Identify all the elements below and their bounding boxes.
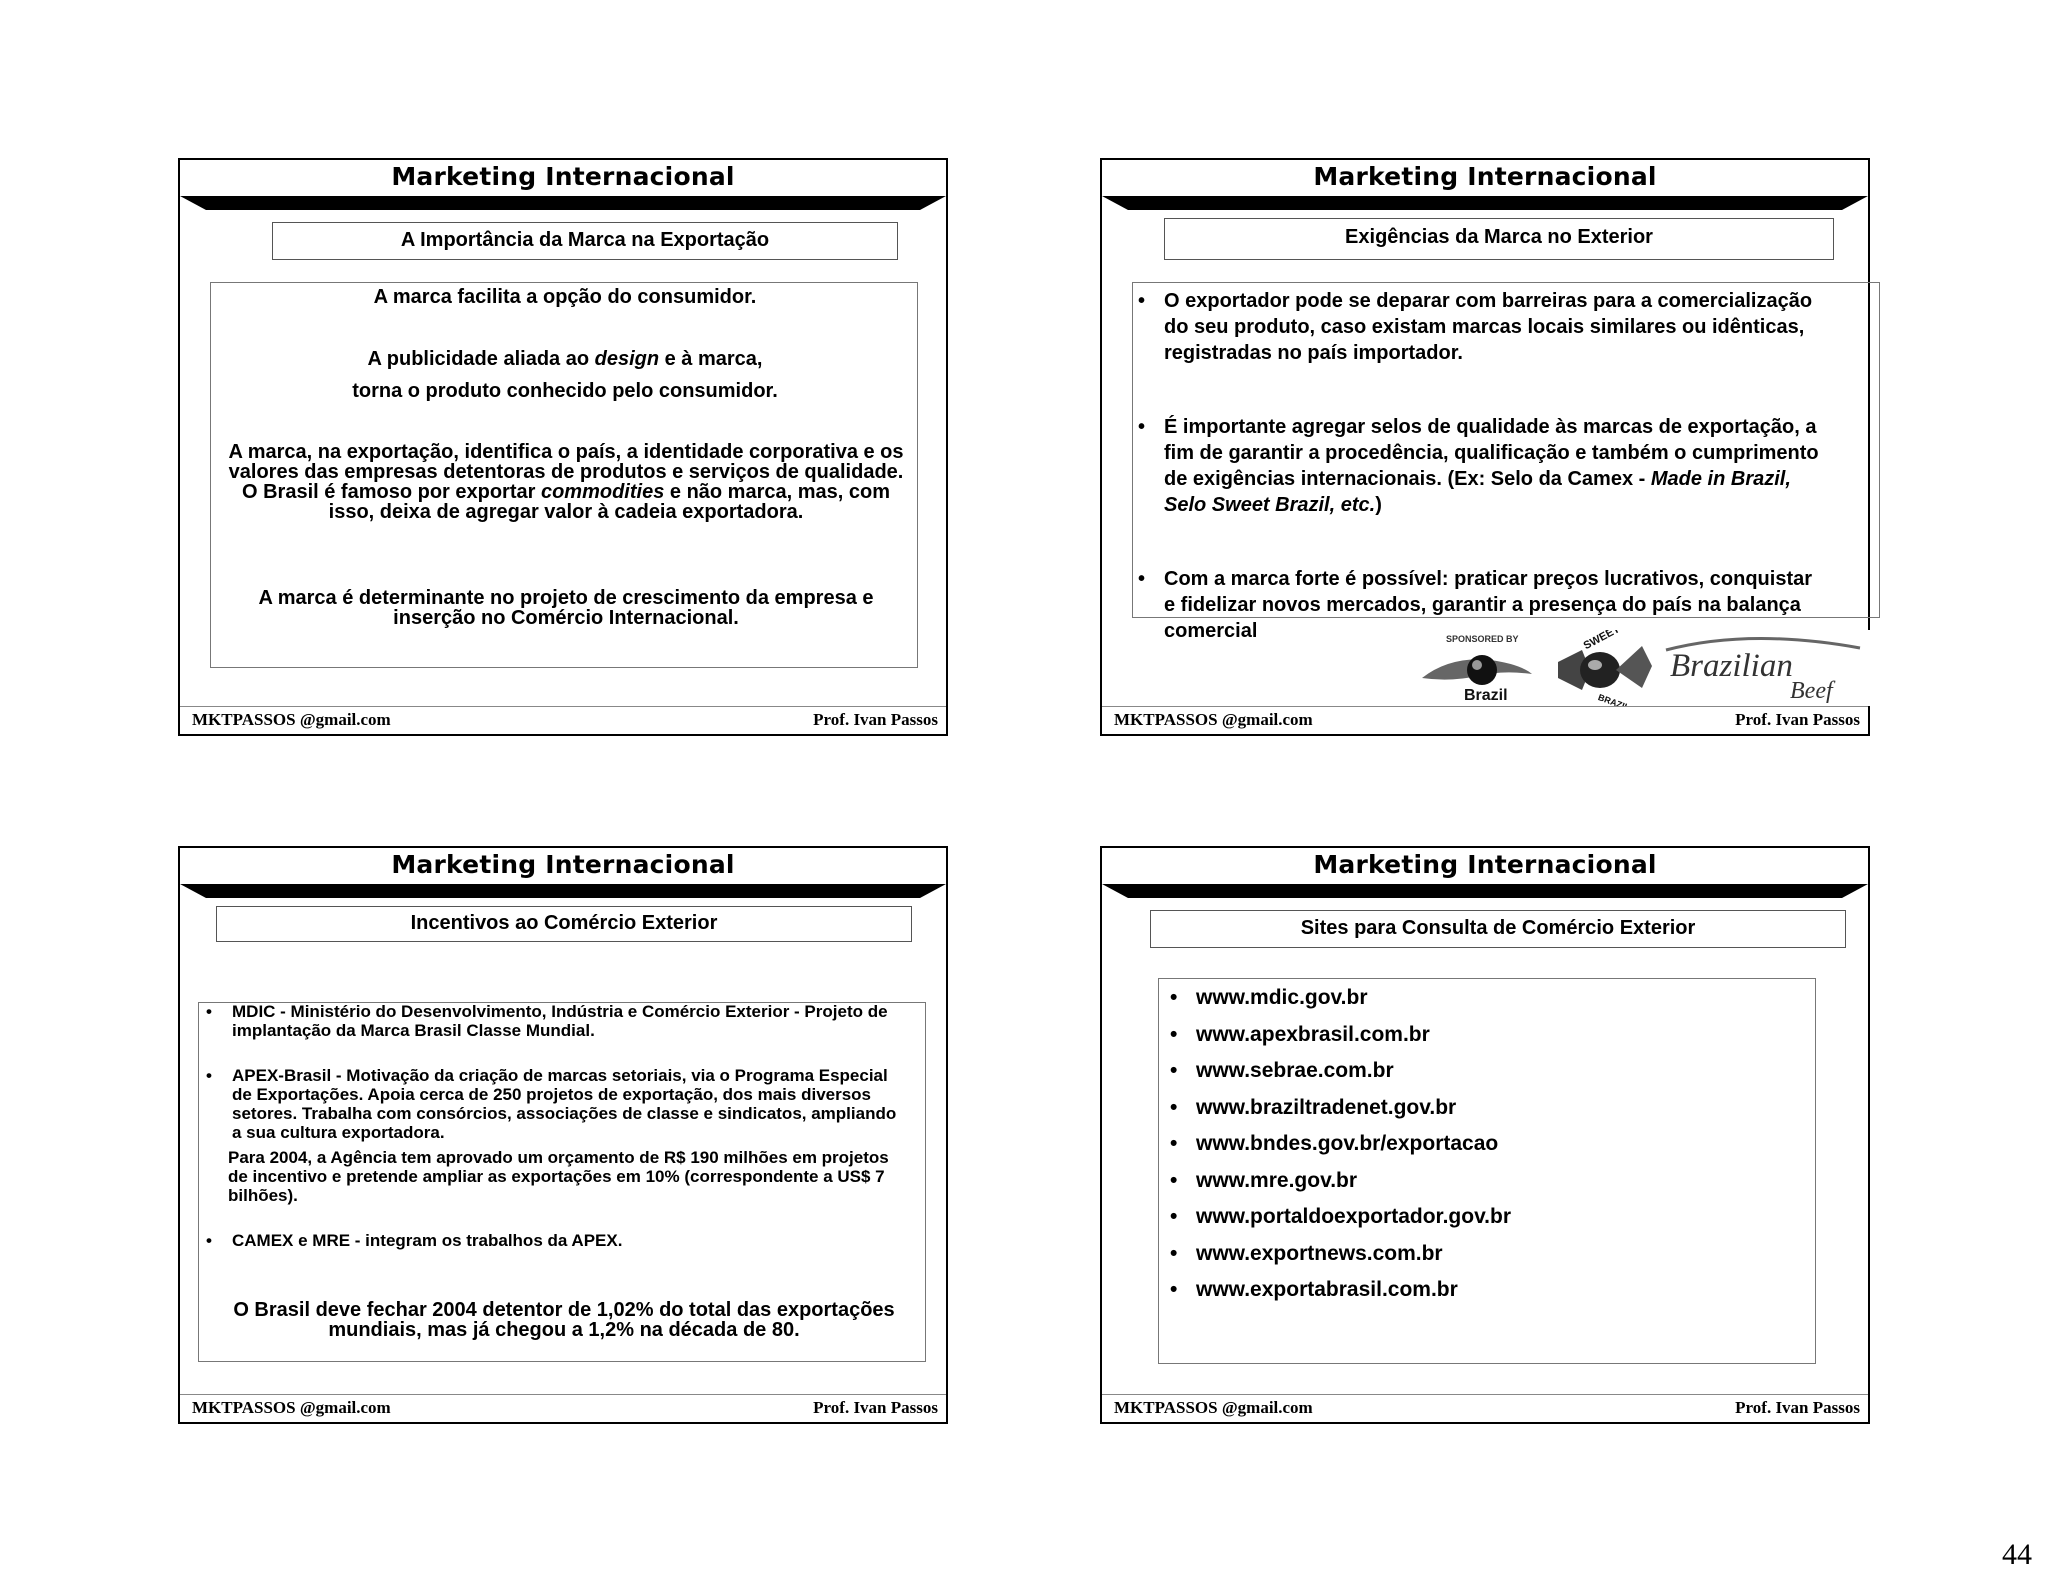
list-item: • Com a marca forte é possível: praticar preços lucrativos, conquistar e fidelizar novos mercados, garantir a presença do país na balança comercial <box>1134 566 1824 644</box>
slide-sites-consulta <box>1100 846 1870 1424</box>
closing-statement: O Brasil deve fechar 2004 detentor de 1,02% do total das exportações mundiais, mas já chegou a 1,2% na década de 80. <box>233 1299 895 1341</box>
list-item: • APEX-Brasil - Motivação da criação de marcas setoriais, via o Programa Especial de Exportações. Apoia cerca de 250 projetos de exportação, dos mais diversos setores. Trabalha com consórcios, associações de classe e sindicatos, ampliando a sua cultura exportadora. Para 2004, a Agência tem aprovado um orçamento de R$ 190 milhões em projetos de incentivo e pretende ampliar as exportações em 10% (correspondente a US$ 7 bilhões). <box>202 1066 902 1205</box>
title-banner-bar <box>1102 196 1868 210</box>
site-link[interactable]: • www.exportnews.com.br <box>1166 1236 1786 1273</box>
footer-author: Prof. Ivan Passos <box>813 710 938 729</box>
site-link[interactable]: • www.portaldoexportador.gov.br <box>1166 1199 1786 1236</box>
slide-title: Marketing Internacional <box>391 162 735 191</box>
site-link[interactable]: • www.mdic.gov.br <box>1166 980 1786 1017</box>
sweet-brazil-logo-text: BRAZIL <box>1596 692 1632 706</box>
site-link[interactable]: • www.apexbrasil.com.br <box>1166 1017 1786 1054</box>
page-number: 44 <box>2002 1538 2032 1571</box>
slide-subtitle: Exigências da Marca no Exterior <box>1164 218 1834 260</box>
brazilian-beef-logo-text: Brazilian <box>1670 648 1793 684</box>
footer-email: MKTPASSOS @gmail.com <box>1114 710 1313 729</box>
slide-incentivos-comercio <box>178 846 948 1424</box>
site-link[interactable]: • www.exportabrasil.com.br <box>1166 1272 1786 1309</box>
slide-title: Marketing Internacional <box>1313 162 1657 191</box>
paragraph-brand-identity: A marca, na exportação, identifica o país, a identidade corporativa e os valores das empresas detentoras de produtos e serviços de qualidade. O Brasil é famoso por exportar commodities e não marca, mas, com isso, deixa de agregar valor à cadeia exportadora. <box>228 441 904 523</box>
title-banner-bar <box>180 884 946 898</box>
footer-author: Prof. Ivan Passos <box>1735 710 1860 729</box>
seal-logos <box>1420 630 1870 706</box>
title-banner-bar <box>1102 884 1868 898</box>
footer-author: Prof. Ivan Passos <box>813 1398 938 1417</box>
list-item: • CAMEX e MRE - integram os trabalhos da APEX. <box>202 1231 902 1250</box>
footer-author: Prof. Ivan Passos <box>1735 1398 1860 1417</box>
incentives-list <box>202 1002 902 1276</box>
paragraph-brand-growth: A marca é determinante no projeto de crescimento da empresa e inserção no Comércio Internacional. <box>258 587 874 629</box>
slide-title: Marketing Internacional <box>1313 850 1657 879</box>
slide-title: Marketing Internacional <box>391 850 735 879</box>
slide-marca-exportacao <box>178 158 948 736</box>
footer-email: MKTPASSOS @gmail.com <box>192 1398 391 1417</box>
slide-subtitle: Incentivos ao Comércio Exterior <box>216 906 912 942</box>
sponsored-by-label: SPONSORED BY <box>1446 634 1519 644</box>
sites-list <box>1166 980 1786 1309</box>
site-link[interactable]: • www.braziltradenet.gov.br <box>1166 1090 1786 1127</box>
beef-logo-text: Beef <box>1790 678 1833 704</box>
sweet-logo-text: SWEET <box>1581 630 1622 653</box>
site-link[interactable]: • www.mre.gov.br <box>1166 1163 1786 1200</box>
brazil-logo-text: Brazil <box>1464 687 1508 704</box>
footer-email: MKTPASSOS @gmail.com <box>1114 1398 1313 1417</box>
paragraph-product-known: torna o produto conhecido pelo consumidor. <box>352 380 778 402</box>
footer-divider <box>180 1394 946 1395</box>
slide-exigencias-marca <box>1100 158 1870 736</box>
footer-divider <box>180 706 946 707</box>
site-link[interactable]: • www.bndes.gov.br/exportacao <box>1166 1126 1786 1163</box>
list-item: • É importante agregar selos de qualidade às marcas de exportação, a fim de garantir a procedência, qualificação e também o cumprimento de exigências internacionais. (Ex: Selo da Camex - Made in Brazil, Selo Sweet Brazil, etc.) <box>1134 414 1824 518</box>
footer-email: MKTPASSOS @gmail.com <box>192 710 391 729</box>
list-item: • O exportador pode se deparar com barreiras para a comercialização do seu produto, caso existam marcas locais similares ou idênticas, registradas no país importador. <box>1134 288 1824 366</box>
slide-subtitle: Sites para Consulta de Comércio Exterior <box>1150 910 1846 948</box>
title-banner-bar <box>180 196 946 210</box>
slide-subtitle: A Importância da Marca na Exportação <box>272 222 898 260</box>
paragraph-advertising: A publicidade aliada ao design e à marca, <box>367 348 763 370</box>
apex-budget-note: Para 2004, a Agência tem aprovado um orçamento de R$ 190 milhões em projetos de incentivo e pretende ampliar as exportações em 10% (correspondente a US$ 7 bilhões). <box>228 1148 889 1205</box>
paragraph-consumer-choice: A marca facilita a opção do consumidor. <box>373 286 757 308</box>
quality-seals-logo <box>1420 630 1870 706</box>
site-link[interactable]: • www.sebrae.com.br <box>1166 1053 1786 1090</box>
footer-divider <box>1102 1394 1868 1395</box>
list-item: • MDIC - Ministério do Desenvolvimento, Indústria e Comércio Exterior - Projeto de implantação da Marca Brasil Classe Mundial. <box>202 1002 902 1040</box>
footer-divider <box>1102 706 1868 707</box>
